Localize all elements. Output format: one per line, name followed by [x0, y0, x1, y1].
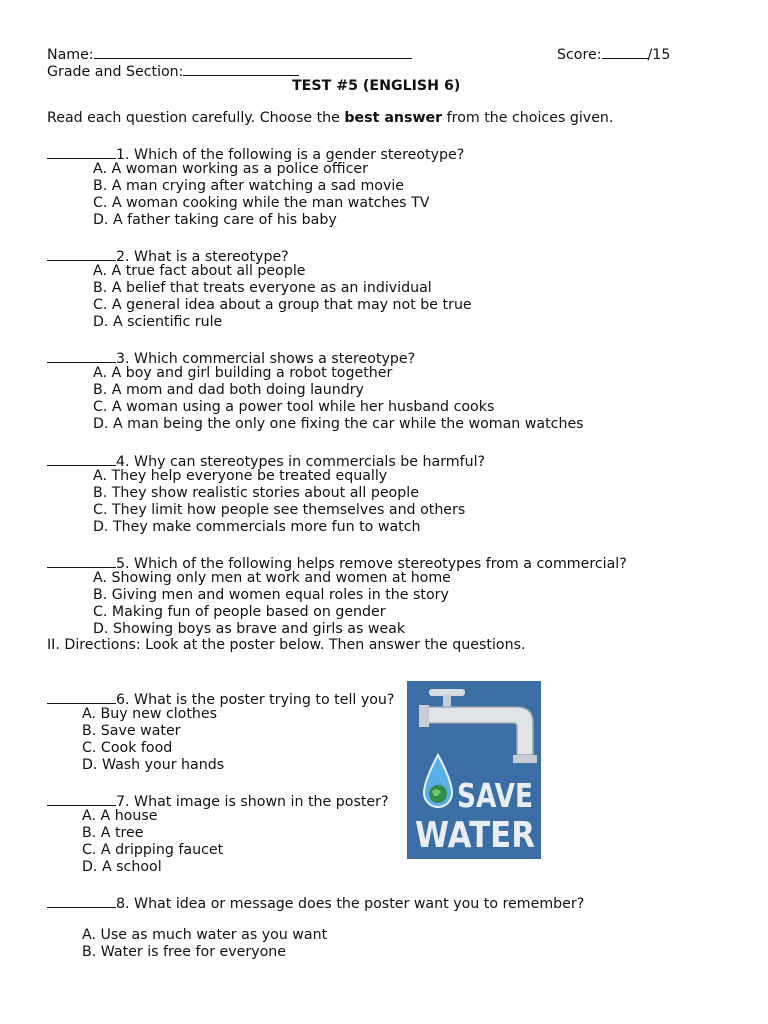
answer-choice: A. A true fact about all people [93, 263, 306, 279]
answer-choice: A. A woman working as a police officer [93, 161, 368, 177]
answer-blank[interactable] [47, 893, 116, 908]
answer-choice: B. A tree [82, 825, 144, 841]
question-text: 2. What is a stereotype? [116, 249, 289, 265]
instructions [47, 110, 613, 127]
answer-choice: B. A mom and dad both doing laundry [93, 382, 364, 398]
instructions-text-end: from the choices given. [442, 110, 614, 126]
answer-choice: B. They show realistic stories about all people [93, 485, 419, 501]
instructions-text: Read each question carefully. Choose the [47, 110, 345, 126]
answer-choice: C. Making fun of people based on gender [93, 604, 386, 620]
answer-choice: B. A man crying after watching a sad movie [93, 178, 405, 194]
question-text: 6. What is the poster trying to tell you? [116, 692, 395, 708]
question-text: 3. Which commercial shows a stereotype? [116, 351, 416, 367]
score-blank[interactable] [602, 44, 648, 59]
answer-choice: B. A belief that treats everyone as an individual [93, 280, 432, 296]
score-label: Score: [557, 47, 602, 63]
answer-blank[interactable] [47, 689, 116, 704]
answer-choice: C. A general idea about a group that may not be true [93, 297, 472, 313]
answer-choice: A. Showing only men at work and women at home [93, 570, 451, 586]
answer-choice: D. A scientific rule [93, 314, 223, 330]
name-blank[interactable] [94, 44, 412, 59]
answer-choice: D. A school [82, 859, 162, 875]
question-text: 4. Why can stereotypes in commercials be harmful? [116, 454, 486, 470]
answer-choice: A. They help everyone be treated equally [93, 468, 388, 484]
score-total: /15 [647, 47, 671, 63]
question-text: 1. Which of the following is a gender stereotype? [116, 147, 465, 163]
answer-blank[interactable] [47, 144, 116, 159]
answer-choice: C. A dripping faucet [82, 842, 224, 858]
answer-choice: A. Buy new clothes [82, 706, 218, 722]
question-text: 7. What image is shown in the poster? [116, 794, 389, 810]
answer-blank[interactable] [47, 553, 116, 568]
question-text: 8. What idea or message does the poster want you to remember? [116, 896, 585, 912]
answer-blank[interactable] [47, 791, 116, 806]
grade-label: Grade and Section: [47, 64, 184, 80]
answer-choice: C. Cook food [82, 740, 173, 756]
grade-line [47, 61, 299, 81]
poster-line-1: SAVE [457, 776, 533, 815]
answer-choice: C. They limit how people see themselves and others [93, 502, 466, 518]
answer-choice: D. Wash your hands [82, 757, 225, 773]
dripping-faucet-icon [407, 681, 541, 859]
page-title: TEST #5 (ENGLISH 6) [292, 78, 461, 94]
answer-choice: A. A boy and girl building a robot together [93, 365, 393, 381]
instructions-emphasis: best answer [344, 110, 443, 126]
question-text: 5. Which of the following helps remove stereotypes from a commercial? [116, 556, 627, 572]
answer-choice: B. Water is free for everyone [82, 944, 287, 960]
answer-choice: D. A man being the only one fixing the car while the woman watches [93, 416, 584, 432]
name-label: Name: [47, 47, 94, 63]
answer-choice: B. Giving men and women equal roles in the story [93, 587, 449, 603]
answer-blank[interactable] [47, 246, 116, 261]
answer-choice: C. A woman using a power tool while her husband cooks [93, 399, 495, 415]
answer-choice: D. They make commercials more fun to watch [93, 519, 421, 535]
score-line [557, 44, 670, 64]
poster-line-2: WATER [415, 815, 535, 856]
answer-choice: B. Save water [82, 723, 181, 739]
answer-choice: A. Use as much water as you want [82, 927, 328, 943]
answer-choice: D. A father taking care of his baby [93, 212, 337, 228]
question-3 [47, 893, 584, 913]
answer-blank[interactable] [47, 348, 116, 363]
answer-choice: C. A woman cooking while the man watches TV [93, 195, 430, 211]
grade-blank[interactable] [183, 61, 299, 76]
answer-blank[interactable] [47, 451, 116, 466]
save-water-poster [407, 681, 541, 859]
section-2-directions: II. Directions: Look at the poster below. Then answer the questions. [47, 637, 526, 653]
answer-choice: A. A house [82, 808, 158, 824]
answer-choice: D. Showing boys as brave and girls as weak [93, 621, 406, 637]
